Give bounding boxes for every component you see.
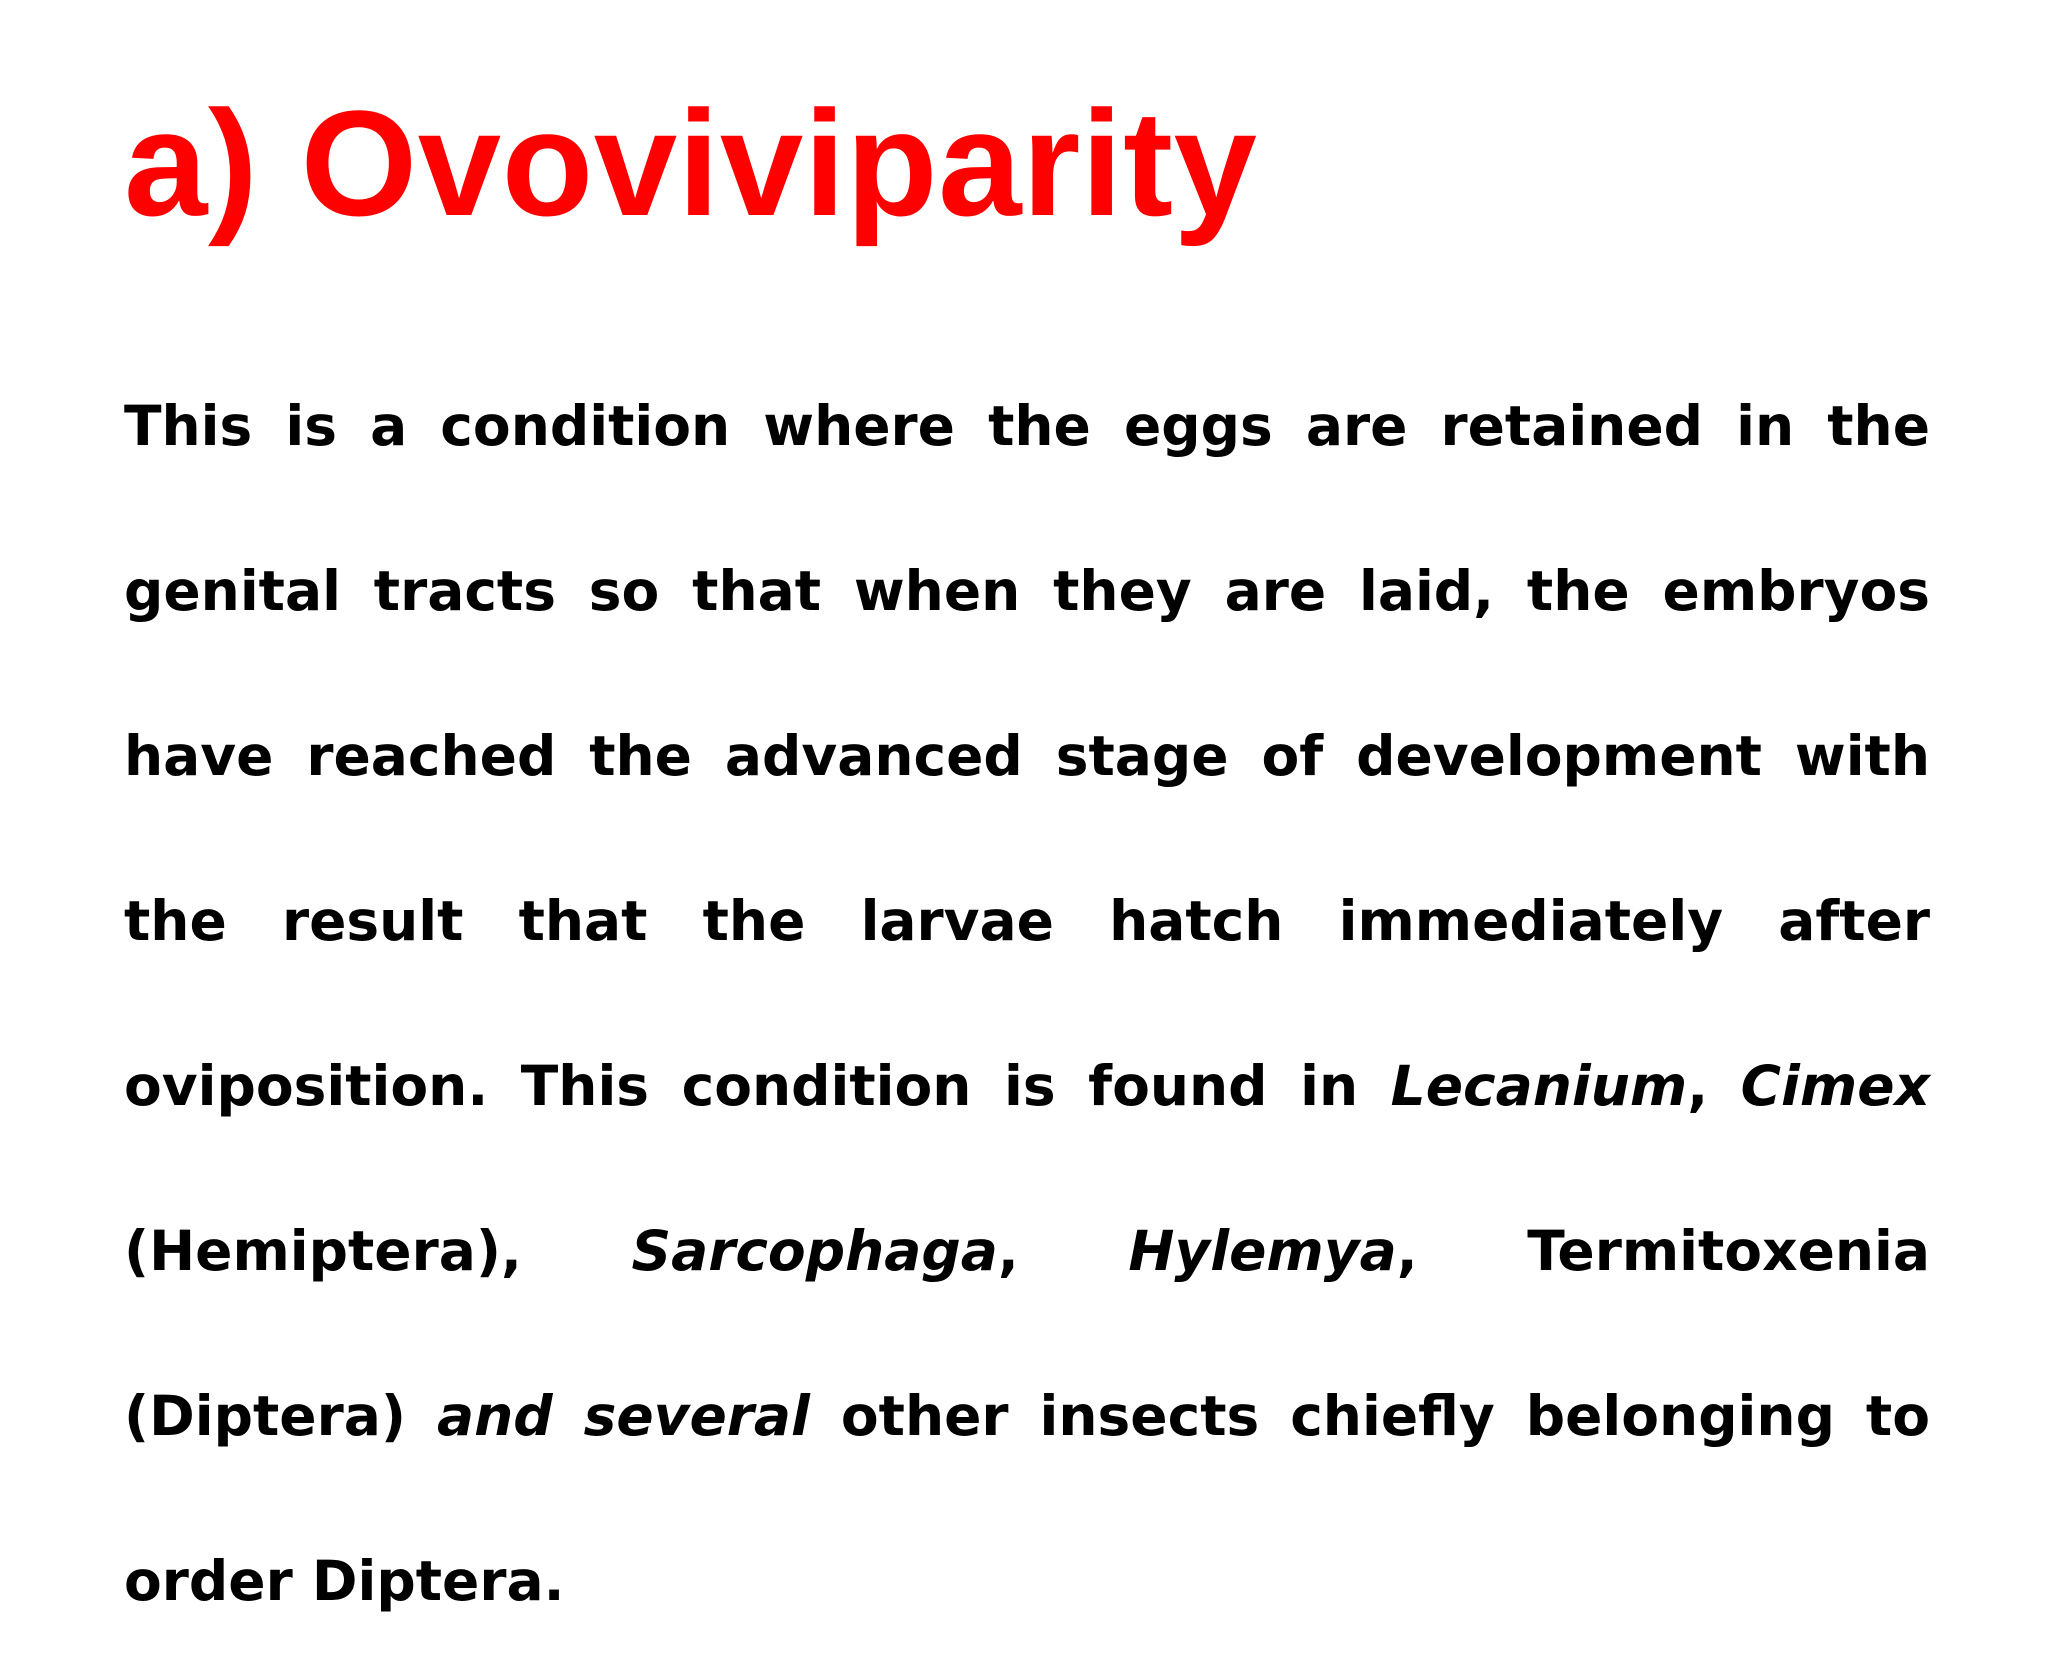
genus-lecanium: Lecanium [1390, 1054, 1688, 1118]
text-run: This is a condition where the eggs are retained in the genital tracts so that when they are laid, the embryos have reached the advanced stage of development with the result that the larvae hatch immediately after oviposition. This condition is found in [124, 394, 1930, 1118]
text-run: , [997, 1219, 1129, 1283]
text-run: (Hemiptera), [124, 1219, 632, 1283]
slide-title: a) Ovoviviparity [124, 79, 1258, 247]
genus-cimex: Cimex [1740, 1054, 1930, 1118]
body-paragraph [124, 344, 1930, 1664]
italic-phrase: and several [436, 1384, 810, 1448]
text-run: , [1687, 1054, 1741, 1118]
genus-sarcophaga: Sarcophaga [631, 1219, 998, 1283]
genus-hylemya: Hylemya [1128, 1219, 1397, 1283]
text-run: other insects chiefly belonging to order Diptera. [124, 1384, 1931, 1613]
text-run: , Termitoxenia (Diptera) [124, 1219, 1930, 1448]
